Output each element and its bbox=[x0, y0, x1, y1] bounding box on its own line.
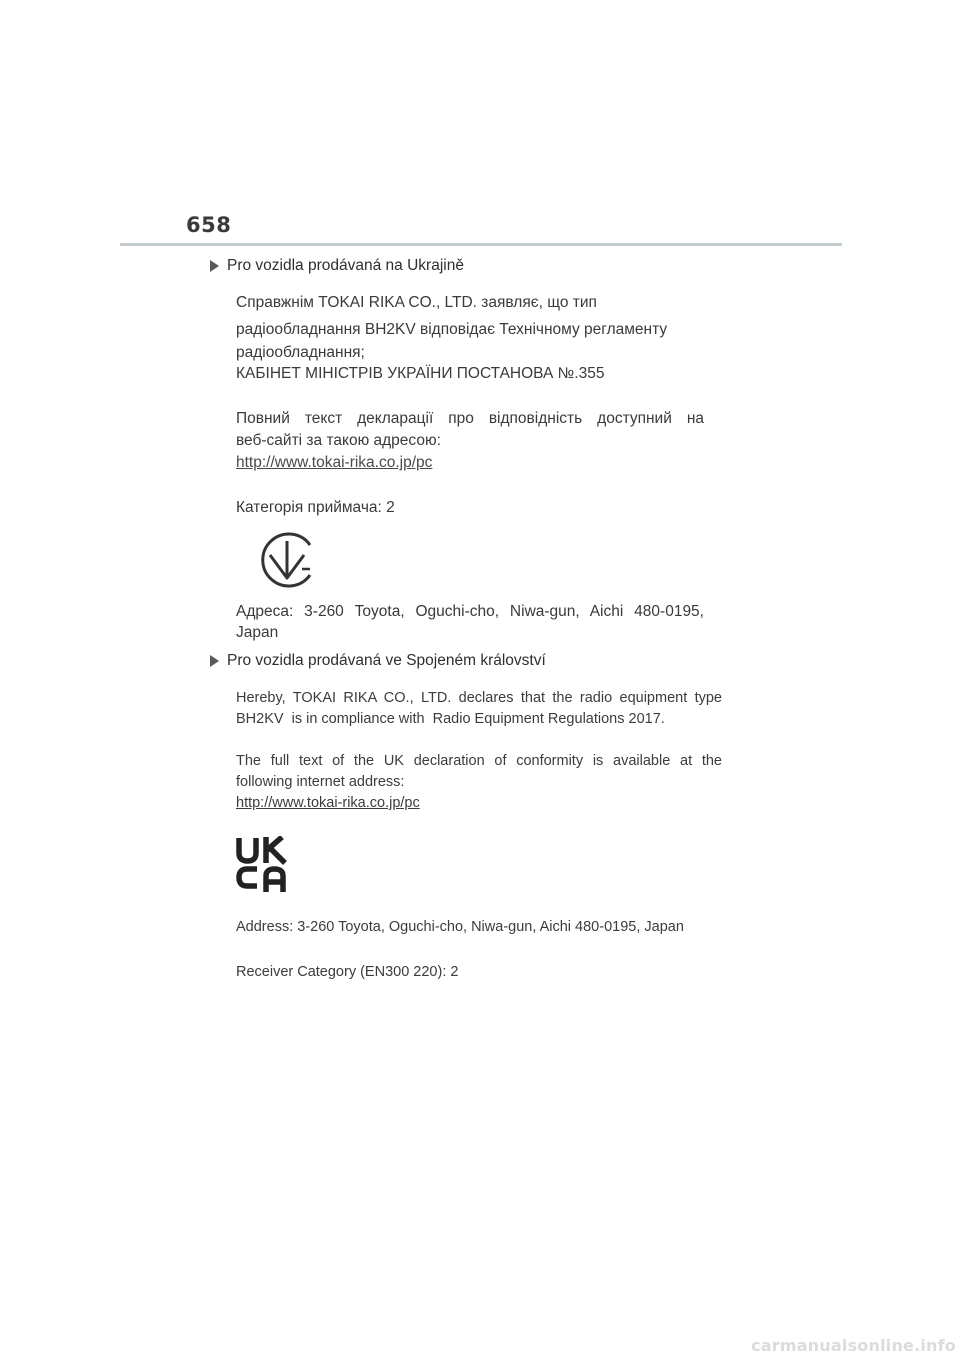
section-heading-uk-label: Pro vozidla prodávaná ve Spojeném království bbox=[227, 652, 546, 669]
ua-declaration-line-3: радіообладнання; bbox=[236, 344, 365, 361]
uk-fulltext-line-1: The full text of the UK declaration of conformity is available at the bbox=[236, 753, 722, 769]
ua-declaration-line-4: КАБІНЕТ МІНІСТРІВ УКРАЇНИ ПОСТАНОВА №.355 bbox=[236, 365, 605, 382]
section-heading-ukraine bbox=[210, 257, 464, 275]
ua-declaration-link[interactable]: http://www.tokai-rika.co.jp/pc bbox=[236, 454, 433, 471]
header-rule bbox=[120, 243, 842, 246]
ua-fulltext-line-2: веб-сайті за такою адресою: bbox=[236, 432, 441, 449]
section-heading-ukraine-label: Pro vozidla prodávaná na Ukrajině bbox=[227, 257, 464, 274]
site-watermark: carmanualsonline.info bbox=[751, 1336, 956, 1355]
ua-address-line-2: Japan bbox=[236, 624, 279, 641]
uk-declaration-link[interactable]: http://www.tokai-rika.co.jp/pc bbox=[236, 795, 420, 811]
ukca-mark-icon bbox=[235, 836, 293, 894]
uk-declaration-line-1: Hereby, TOKAI RIKA CO., LTD. declares that the radio equipment type bbox=[236, 690, 722, 706]
triangle-bullet-icon bbox=[210, 260, 219, 272]
uk-receiver-category: Receiver Category (EN300 220): 2 bbox=[236, 964, 459, 980]
ukrainian-conformity-mark-icon bbox=[258, 531, 316, 589]
page-number: 658 bbox=[186, 213, 232, 237]
section-heading-uk bbox=[210, 652, 546, 670]
ua-declaration-line-1: Справжнім TOKAI RIKA CO., LTD. заявляє, що тип bbox=[236, 294, 597, 311]
ua-fulltext-line-1: Повний текст декларації про відповідність доступний на bbox=[236, 410, 704, 427]
ua-declaration-line-2: радіообладнання BH2KV відповідає Технічному регламенту bbox=[236, 321, 668, 338]
ua-receiver-category: Категорія приймача: 2 bbox=[236, 499, 395, 516]
triangle-bullet-icon bbox=[210, 655, 219, 667]
uk-address: Address: 3-260 Toyota, Oguchi-cho, Niwa-gun, Aichi 480-0195, Japan bbox=[236, 919, 684, 935]
uk-fulltext-line-2: following internet address: bbox=[236, 774, 405, 790]
ua-address-line-1: Адреса: 3-260 Toyota, Oguchi-cho, Niwa-gun, Aichi 480-0195, bbox=[236, 603, 704, 620]
uk-declaration-line-2: BH2KV is in compliance with Radio Equipment Regulations 2017. bbox=[236, 711, 665, 727]
